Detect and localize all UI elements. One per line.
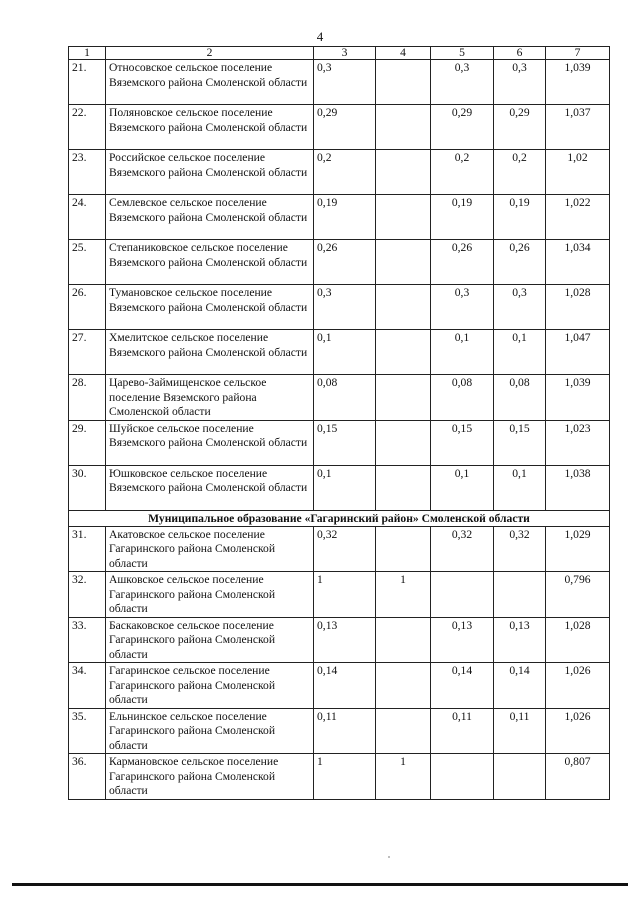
cell-c3: 0,32 xyxy=(314,526,376,572)
cell-c5: 0,32 xyxy=(431,526,494,572)
cell-c3: 0,13 xyxy=(314,617,376,663)
cell-c6: 0,15 xyxy=(494,420,546,465)
col-header-2: 2 xyxy=(106,47,314,60)
cell-c3: 0,1 xyxy=(314,330,376,375)
table-row xyxy=(69,105,610,150)
cell-c3: 0,1 xyxy=(314,465,376,510)
cell-c6: 0,3 xyxy=(494,60,546,105)
cell-c7: 1,037 xyxy=(546,105,610,150)
cell-c4 xyxy=(376,330,431,375)
cell-num: 33. xyxy=(69,617,106,663)
cell-c3: 0,3 xyxy=(314,60,376,105)
section-title: Муниципальное образование «Гагаринский район» Смоленской области xyxy=(69,510,610,526)
cell-name: Семлевское сельское поселение Вяземского района Смоленской области xyxy=(106,195,314,240)
table-row xyxy=(69,195,610,240)
cell-c6: 0,1 xyxy=(494,330,546,375)
cell-num: 35. xyxy=(69,708,106,754)
cell-c3: 1 xyxy=(314,572,376,618)
cell-c6: 0,32 xyxy=(494,526,546,572)
cell-c7: 1,034 xyxy=(546,240,610,285)
scan-speck xyxy=(388,856,390,858)
cell-c7: 1,02 xyxy=(546,150,610,195)
cell-c3: 0,11 xyxy=(314,708,376,754)
cell-c6: 0,14 xyxy=(494,663,546,709)
cell-name: Баскаковское сельское поселение Гагаринского района Смоленской области xyxy=(106,617,314,663)
cell-c3: 0,3 xyxy=(314,285,376,330)
cell-name: Гагаринское сельское поселение Гагаринского района Смоленской области xyxy=(106,663,314,709)
cell-c7: 1,026 xyxy=(546,663,610,709)
cell-c7: 1,023 xyxy=(546,420,610,465)
cell-name: Поляновское сельское поселение Вяземского района Смоленской области xyxy=(106,105,314,150)
cell-c7: 1,028 xyxy=(546,617,610,663)
cell-c7: 1,038 xyxy=(546,465,610,510)
cell-num: 28. xyxy=(69,375,106,421)
cell-name: Хмелитское сельское поселение Вяземского района Смоленской области xyxy=(106,330,314,375)
cell-c7: 1,022 xyxy=(546,195,610,240)
cell-c7: 0,796 xyxy=(546,572,610,618)
cell-c4: 1 xyxy=(376,572,431,618)
cell-c5: 0,26 xyxy=(431,240,494,285)
table-row xyxy=(69,617,610,663)
cell-num: 29. xyxy=(69,420,106,465)
cell-c6: 0,26 xyxy=(494,240,546,285)
cell-c6: 0,1 xyxy=(494,465,546,510)
table-row xyxy=(69,285,610,330)
cell-name: Шуйское сельское поселение Вяземского района Смоленской области xyxy=(106,420,314,465)
cell-c7: 1,039 xyxy=(546,375,610,421)
table-row xyxy=(69,465,610,510)
cell-name: Относовское сельское поселение Вяземского района Смоленской области xyxy=(106,60,314,105)
cell-c5: 0,3 xyxy=(431,285,494,330)
table-row xyxy=(69,420,610,465)
settlements-table xyxy=(68,46,610,800)
table-row xyxy=(69,330,610,375)
cell-num: 25. xyxy=(69,240,106,285)
cell-num: 27. xyxy=(69,330,106,375)
cell-c6: 0,3 xyxy=(494,285,546,330)
cell-c3: 0,15 xyxy=(314,420,376,465)
cell-num: 36. xyxy=(69,754,106,800)
cell-c5: 0,3 xyxy=(431,60,494,105)
cell-name: Кармановское сельское поселение Гагаринского района Смоленской области xyxy=(106,754,314,800)
cell-c6: 0,13 xyxy=(494,617,546,663)
cell-c6 xyxy=(494,572,546,618)
cell-c5: 0,15 xyxy=(431,420,494,465)
cell-num: 24. xyxy=(69,195,106,240)
cell-num: 30. xyxy=(69,465,106,510)
cell-c7: 1,028 xyxy=(546,285,610,330)
cell-name: Тумановское сельское поселение Вяземского района Смоленской области xyxy=(106,285,314,330)
col-header-4: 4 xyxy=(376,47,431,60)
cell-c5 xyxy=(431,572,494,618)
cell-c4 xyxy=(376,420,431,465)
cell-c4 xyxy=(376,195,431,240)
cell-c6: 0,2 xyxy=(494,150,546,195)
col-header-5: 5 xyxy=(431,47,494,60)
cell-num: 34. xyxy=(69,663,106,709)
table-row xyxy=(69,150,610,195)
cell-c6: 0,29 xyxy=(494,105,546,150)
cell-c3: 0,29 xyxy=(314,105,376,150)
cell-c5 xyxy=(431,754,494,800)
bottom-rule xyxy=(12,883,628,886)
table-row xyxy=(69,663,610,709)
cell-name: Акатовское сельское поселение Гагаринского района Смоленской области xyxy=(106,526,314,572)
col-header-6: 6 xyxy=(494,47,546,60)
cell-c3: 0,14 xyxy=(314,663,376,709)
cell-name: Юшковское сельское поселение Вяземского района Смоленской области xyxy=(106,465,314,510)
cell-c4 xyxy=(376,375,431,421)
cell-c3: 0,26 xyxy=(314,240,376,285)
cell-num: 22. xyxy=(69,105,106,150)
cell-num: 26. xyxy=(69,285,106,330)
page-number: 4 xyxy=(316,29,324,44)
table-row xyxy=(69,240,610,285)
cell-c5: 0,1 xyxy=(431,465,494,510)
cell-name: Царево-Займищенское сельское поселение Вяземского района Смоленской области xyxy=(106,375,314,421)
cell-c3: 0,2 xyxy=(314,150,376,195)
table-row xyxy=(69,526,610,572)
cell-c4 xyxy=(376,526,431,572)
cell-c6: 0,19 xyxy=(494,195,546,240)
cell-name: Ашковское сельское поселение Гагаринского района Смоленской области xyxy=(106,572,314,618)
cell-c4 xyxy=(376,617,431,663)
cell-c4 xyxy=(376,105,431,150)
cell-c6: 0,11 xyxy=(494,708,546,754)
cell-c4 xyxy=(376,663,431,709)
table-body xyxy=(69,47,610,800)
cell-num: 23. xyxy=(69,150,106,195)
cell-c4 xyxy=(376,240,431,285)
table-row xyxy=(69,375,610,421)
cell-c5: 0,2 xyxy=(431,150,494,195)
col-header-3: 3 xyxy=(314,47,376,60)
cell-c4 xyxy=(376,60,431,105)
cell-c3: 0,08 xyxy=(314,375,376,421)
cell-num: 21. xyxy=(69,60,106,105)
col-header-7: 7 xyxy=(546,47,610,60)
cell-c7: 1,029 xyxy=(546,526,610,572)
cell-c3: 0,19 xyxy=(314,195,376,240)
table-row xyxy=(69,754,610,800)
cell-c7: 1,026 xyxy=(546,708,610,754)
col-header-1: 1 xyxy=(69,47,106,60)
header-row xyxy=(69,47,610,60)
cell-c5: 0,08 xyxy=(431,375,494,421)
section-row xyxy=(69,510,610,526)
cell-c3: 1 xyxy=(314,754,376,800)
cell-name: Ельнинское сельское поселение Гагаринского района Смоленской области xyxy=(106,708,314,754)
cell-c4 xyxy=(376,285,431,330)
cell-c4 xyxy=(376,465,431,510)
cell-c7: 1,047 xyxy=(546,330,610,375)
cell-c6: 0,08 xyxy=(494,375,546,421)
cell-c4 xyxy=(376,708,431,754)
cell-c4: 1 xyxy=(376,754,431,800)
cell-c5: 0,13 xyxy=(431,617,494,663)
cell-c6 xyxy=(494,754,546,800)
cell-c5: 0,19 xyxy=(431,195,494,240)
cell-c5: 0,14 xyxy=(431,663,494,709)
table-row xyxy=(69,708,610,754)
table-row xyxy=(69,60,610,105)
cell-c5: 0,11 xyxy=(431,708,494,754)
cell-c7: 0,807 xyxy=(546,754,610,800)
cell-num: 32. xyxy=(69,572,106,618)
table-row xyxy=(69,572,610,618)
cell-num: 31. xyxy=(69,526,106,572)
cell-c4 xyxy=(376,150,431,195)
cell-name: Степаниковское сельское поселение Вяземского района Смоленской области xyxy=(106,240,314,285)
cell-c5: 0,1 xyxy=(431,330,494,375)
cell-name: Российское сельское поселение Вяземского района Смоленской области xyxy=(106,150,314,195)
cell-c7: 1,039 xyxy=(546,60,610,105)
cell-c5: 0,29 xyxy=(431,105,494,150)
